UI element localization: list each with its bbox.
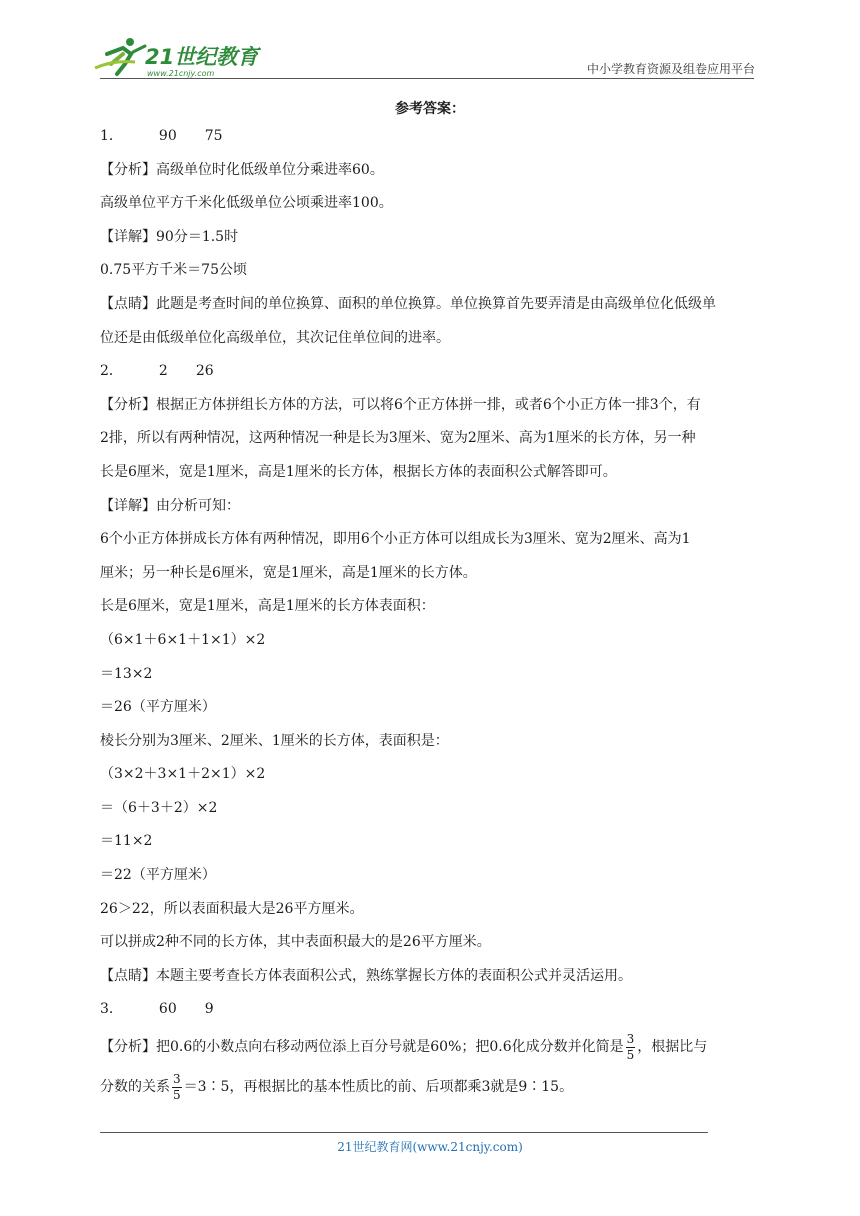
fraction-denominator: 5 xyxy=(626,1047,635,1062)
text-line: （3×2＋3×1＋2×1）×2 xyxy=(100,766,266,783)
text-line: 棱长分别为3厘米、2厘米、1厘米的长方体，表面积是： xyxy=(100,732,449,749)
text-span: ＝3∶5，再根据比的基本性质比的前、后项都乘3就是9∶15。 xyxy=(183,1079,574,1096)
text-line: 【详解】90分＝1.5时 xyxy=(100,228,239,245)
text-line xyxy=(100,1067,760,1107)
text-line: 【点睛】此题是考查时间的单位换算、面积的单位换算。单位换算首先要弄清是由高级单位化低级单 xyxy=(100,295,716,312)
text-line: 26＞22，所以表面积最大是26平方厘米。 xyxy=(100,900,364,917)
text-line: 2排，所以有两种情况，这两种情况一种是长为3厘米、宽为2厘米、高为1厘米的长方体，另一种 xyxy=(100,430,696,447)
runner-logo-icon xyxy=(93,34,263,78)
fraction-numerator: 3 xyxy=(173,1071,181,1086)
footer-link[interactable]: 21世纪教育网(www.21cnjy.com) xyxy=(337,1140,523,1154)
text-line: 6个小正方体拼成长方体有两种情况，即用6个小正方体可以组成长为3厘米、宽为2厘米、高为1 xyxy=(100,531,691,548)
answer-value: 60 xyxy=(158,1001,177,1018)
text-line: 【详解】由分析可知： xyxy=(100,497,240,514)
text-line: ＝22（平方厘米） xyxy=(100,867,216,884)
answer-item-3 xyxy=(100,993,760,1027)
text-span: ，根据比与 xyxy=(637,1039,708,1056)
answer-content xyxy=(100,98,760,1107)
page-title: 参考答案： xyxy=(395,101,465,117)
answer-value: 26 xyxy=(195,363,214,380)
text-line: 【分析】根据正方体拼组长方体的方法，可以将6个正方体拼一排，或者6个小正方体一排3个，有 xyxy=(100,396,701,413)
text-line: ＝26（平方厘米） xyxy=(100,699,216,716)
fraction xyxy=(626,1032,636,1063)
text-span: 分数的关系 xyxy=(100,1079,170,1096)
text-line: 0.75平方千米＝75公顷 xyxy=(100,262,247,279)
fraction-numerator: 3 xyxy=(626,1031,635,1046)
item-number: 3． xyxy=(100,1001,123,1018)
item-number: 2． xyxy=(100,363,123,380)
svg-text:www.21cnjy.com: www.21cnjy.com xyxy=(147,69,215,78)
text-line: 厘米；另一种长是6厘米，宽是1厘米，高是1厘米的长方体。 xyxy=(100,564,477,581)
text-line: 【点睛】本题主要考查长方体表面积公式，熟练掌握长方体的表面积公式并灵活运用。 xyxy=(100,967,632,984)
text-line: 可以拼成2种不同的长方体，其中表面积最大的是26平方厘米。 xyxy=(100,934,491,951)
text-line: 高级单位平方千米化低级单位公顷乘进率100。 xyxy=(100,195,393,212)
text-line: （6×1＋6×1＋1×1）×2 xyxy=(100,631,266,648)
item-number: 1． xyxy=(100,128,123,144)
page-header xyxy=(0,0,860,80)
svg-text:21世纪教育: 21世纪教育 xyxy=(145,45,259,69)
header-platform-name: 中小学教育资源及组卷应用平台 xyxy=(586,62,755,76)
logo xyxy=(93,34,263,78)
answer-value: 90 xyxy=(158,128,177,144)
text-line: 【分析】高级单位时化低级单位分乘进率60。 xyxy=(100,161,384,178)
text-line: 长是6厘米，宽是1厘米，高是1厘米的长方体，根据长方体的表面积公式解答即可。 xyxy=(100,463,617,480)
answer-value: 75 xyxy=(204,128,223,144)
answer-item-1 xyxy=(100,120,760,154)
text-line xyxy=(100,1027,760,1067)
text-line: 长是6厘米，宽是1厘米，高是1厘米的长方体表面积： xyxy=(100,598,435,615)
text-line: ＝11×2 xyxy=(100,833,153,850)
footer-divider xyxy=(100,1132,708,1133)
fraction-denominator: 5 xyxy=(173,1087,181,1102)
answer-item-2 xyxy=(100,355,760,389)
text-line: 位还是由低级单位化高级单位，其次记住单位间的进率。 xyxy=(100,329,450,346)
header-divider xyxy=(100,78,754,79)
text-line: ＝（6＋3＋2）×2 xyxy=(100,799,218,816)
answer-value: 2 xyxy=(158,363,168,380)
text-span: 【分析】把0.6的小数点向右移动两位添上百分号就是60%；把0.6化成分数并化简是 xyxy=(100,1039,624,1056)
fraction xyxy=(172,1072,182,1103)
text-line: ＝13×2 xyxy=(100,665,153,682)
answer-value: 9 xyxy=(204,1001,214,1018)
